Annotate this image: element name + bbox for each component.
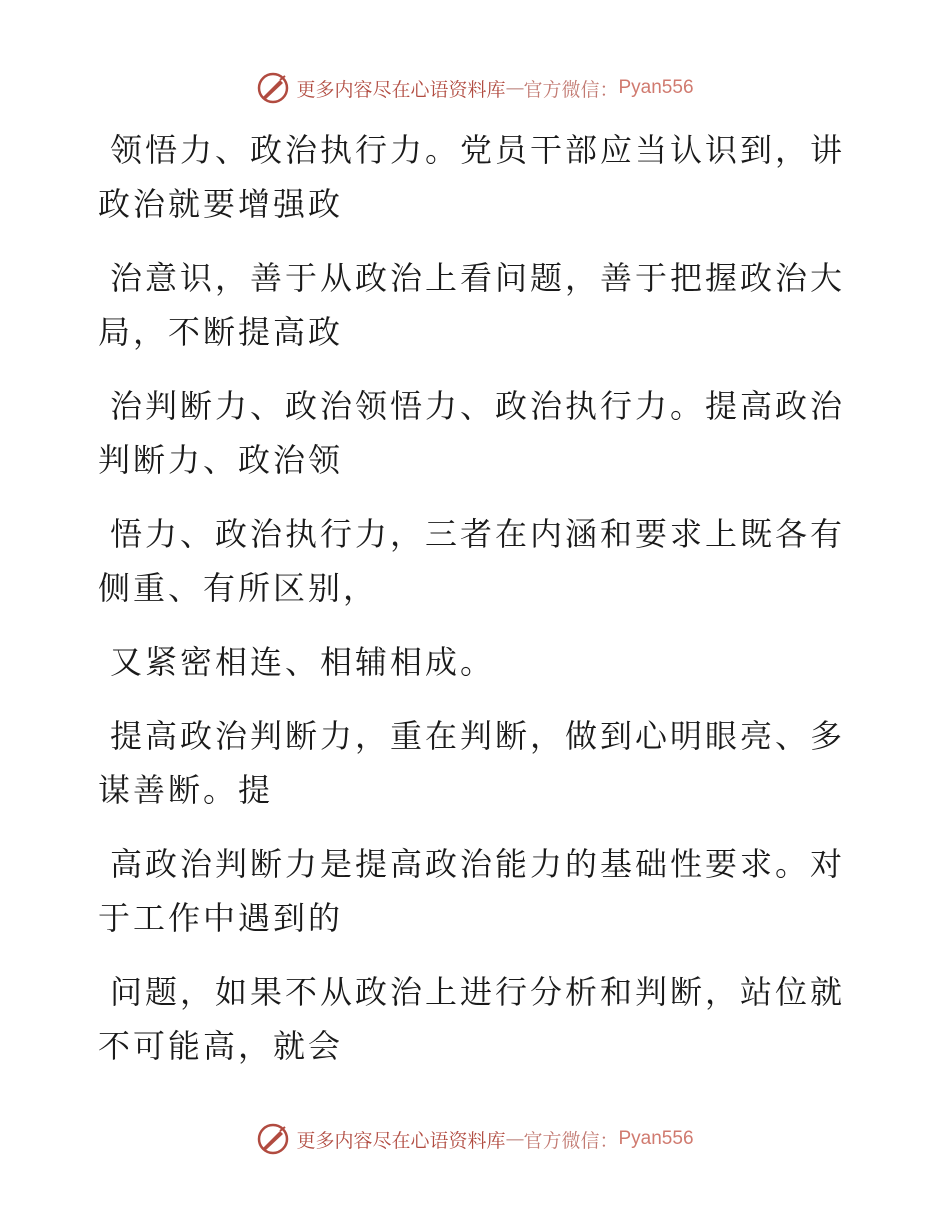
text-line: 谋善断。提 bbox=[98, 771, 274, 809]
watermark-brand: 更多内容尽在心语资料库 bbox=[296, 1129, 506, 1152]
document-body bbox=[98, 123, 846, 1093]
watermark-dash: — bbox=[505, 77, 524, 99]
watermark-label: 官方微信： bbox=[523, 1129, 619, 1152]
text-line: 政治就要增强政 bbox=[98, 185, 344, 223]
text-line: 又紧密相连、相辅相成。 bbox=[110, 643, 496, 681]
header-watermark bbox=[0, 68, 950, 108]
paragraph bbox=[98, 123, 846, 231]
paragraph bbox=[98, 379, 846, 487]
quill-logo-icon bbox=[256, 1122, 290, 1156]
text-line: 不可能高，就会 bbox=[98, 1027, 344, 1065]
paragraph bbox=[98, 965, 846, 1073]
text-line: 判断力、政治领 bbox=[98, 441, 344, 479]
text-line: 提高政治判断力，重在判断，做到心明眼亮、多 bbox=[110, 717, 846, 755]
watermark-id: Pyan556 bbox=[618, 1128, 694, 1149]
footer-watermark bbox=[0, 1119, 950, 1159]
paragraph bbox=[98, 507, 846, 615]
watermark-brand: 更多内容尽在心语资料库 bbox=[296, 78, 506, 101]
watermark-id: Pyan556 bbox=[618, 77, 694, 98]
text-line: 治意识，善于从政治上看问题，善于把握政治大 bbox=[110, 259, 846, 297]
quill-logo-icon bbox=[256, 71, 290, 105]
text-line: 高政治判断力是提高政治能力的基础性要求。对 bbox=[110, 845, 846, 883]
watermark-dash: — bbox=[505, 1128, 524, 1150]
paragraph bbox=[98, 635, 838, 689]
text-line: 问题，如果不从政治上进行分析和判断，站位就 bbox=[110, 973, 846, 1011]
text-line: 悟力、政治执行力，三者在内涵和要求上既各有 bbox=[110, 515, 846, 553]
text-line: 局，不断提高政 bbox=[98, 313, 344, 351]
paragraph bbox=[98, 251, 846, 359]
text-line: 领悟力、政治执行力。党员干部应当认识到，讲 bbox=[110, 131, 846, 169]
text-line: 治判断力、政治领悟力、政治执行力。提高政治 bbox=[110, 387, 846, 425]
watermark-label: 官方微信： bbox=[523, 78, 619, 101]
paragraph bbox=[98, 709, 846, 817]
text-line: 于工作中遇到的 bbox=[98, 899, 344, 937]
text-line: 侧重、有所区别， bbox=[98, 569, 379, 607]
paragraph bbox=[98, 837, 846, 945]
